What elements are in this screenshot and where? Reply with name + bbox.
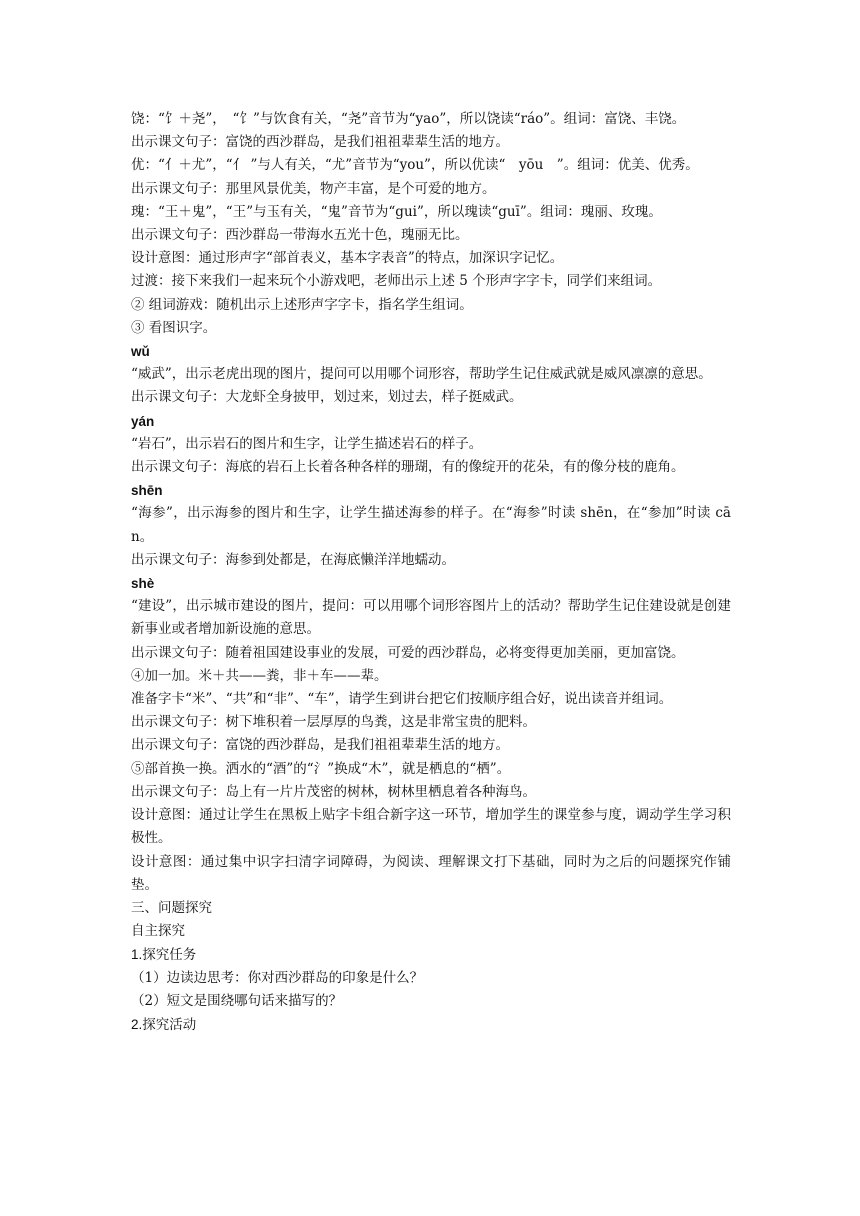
sentence-haishen: 出示课文句子：海参到处都是，在海底懒洋洋地蠕动。	[131, 551, 455, 568]
sentence-you: 出示课文句子：那里风景优美，物产丰富，是个可爱的地方。	[131, 180, 496, 197]
task-question-2: （2）短文是围绕哪句话来描写的？	[131, 992, 343, 1009]
pinyin-she: shè	[131, 576, 155, 592]
word-game: ② 组词游戏：随机出示上述形声字字卡，指名学生组词。	[131, 296, 473, 313]
sentence-niaofen: 出示课文句子：树下堆积着一层厚厚的鸟粪，这是非常宝贵的肥料。	[131, 714, 536, 731]
paragraph-haishen: “海参”，出示海参的图片和生字，让学生描述海参的样子。在“海参”时读 shēn，在“参加”时读 cān。	[131, 505, 731, 545]
design-intent-1: 设计意图：通过形声字“部首表义，基本字表音”的特点，加深识字记忆。	[131, 250, 564, 267]
character-cards: 准备字卡“米”、“共”和“非”、“车”，请学生到讲台把它们按顺序组合好，说出读音并组词。	[131, 691, 673, 708]
pinyin-wu: wǔ	[131, 344, 150, 360]
transition: 过渡：接下来我们一起来玩个小游戏吧，老师出示上述 5 个形声字字卡，同学们来组词。	[131, 273, 662, 290]
sentence-beibei: 出示课文句子：富饶的西沙群岛，是我们祖祖辈辈生活的地方。	[131, 737, 509, 754]
paragraph-yanshi: “岩石”，出示岩石的图片和生字，让学生描述岩石的样子。	[131, 435, 483, 452]
paragraph-you: 优：“亻＋尤”，“亻 ”与人有关，“尤”音节为“you”，所以优读“ yōu ”。组词：优美、优秀。	[131, 157, 699, 174]
paragraph-weiwu: “威武”，出示老虎出现的图片，提问可以用哪个词形容，帮助学生记住威武就是威风凛凛的意思。	[131, 366, 712, 383]
paragraph-gui: 瑰：“王＋鬼”，“王”与玉有关，“鬼”音节为“gui”，所以瑰读“guī”。组词：瑰丽、玫瑰。	[131, 203, 662, 220]
paragraph-rao: 饶：“饣＋尧”， “饣”与饮食有关，“尧”音节为“yao”，所以饶读“ráo”。组词：富饶、丰饶。	[131, 111, 686, 127]
section-heading-3: 三、问题探究	[131, 899, 212, 916]
document-body	[131, 108, 731, 1036]
radical-swap: ⑤部首换一换。洒水的“酒”的“氵”换成“木”，就是栖息的“栖”。	[131, 760, 511, 777]
pinyin-shen: shēn	[131, 483, 163, 499]
sentence-jianshe: 出示课文句子：随着祖国建设事业的发展，可爱的西沙群岛，必将变得更加美丽，更加富饶。	[131, 644, 685, 661]
self-exploration: 自主探究	[131, 923, 185, 940]
sentence-rao: 出示课文句子：富饶的西沙群岛，是我们祖祖辈辈生活的地方。	[131, 134, 509, 151]
design-intent-2: 设计意图：通过让学生在黑板上贴字卡组合新字这一环节，增加学生的课堂参与度，调动学生学习积极性。	[131, 807, 731, 847]
add-characters: ④加一加。米＋共——粪，非＋车——辈。	[131, 667, 388, 684]
sentence-yanshi: 出示课文句子：海底的岩石上长着各种各样的珊瑚，有的像绽开的花朵，有的像分枝的鹿角。	[131, 459, 685, 476]
design-intent-3: 设计意图：通过集中识字扫清字词障碍，为阅读、理解课文打下基础，同时为之后的问题探究作铺垫。	[131, 853, 731, 893]
sentence-weiwu: 出示课文句子：大龙虾全身披甲，划过来，划过去，样子挺威武。	[131, 389, 523, 406]
sentence-qixi: 出示课文句子：岛上有一片片茂密的树林，树林里栖息着各种海鸟。	[131, 783, 536, 800]
picture-recognition: ③ 看图识字。	[131, 319, 217, 336]
sentence-gui: 出示课文句子：西沙群岛一带海水五光十色，瑰丽无比。	[131, 227, 469, 244]
task-question-1: （1）边读边思考：你对西沙群岛的印象是什么？	[131, 969, 424, 986]
pinyin-yan: yán	[131, 413, 155, 429]
paragraph-jianshe: “建设”，出示城市建设的图片，提问：可以用哪个词形容图片上的活动？帮助学生记住建设就是创建新事业或者增加新设施的意思。	[131, 598, 731, 638]
exploration-activity: 2.探究活动	[131, 1016, 197, 1032]
exploration-task: 1.探究任务	[131, 947, 197, 963]
